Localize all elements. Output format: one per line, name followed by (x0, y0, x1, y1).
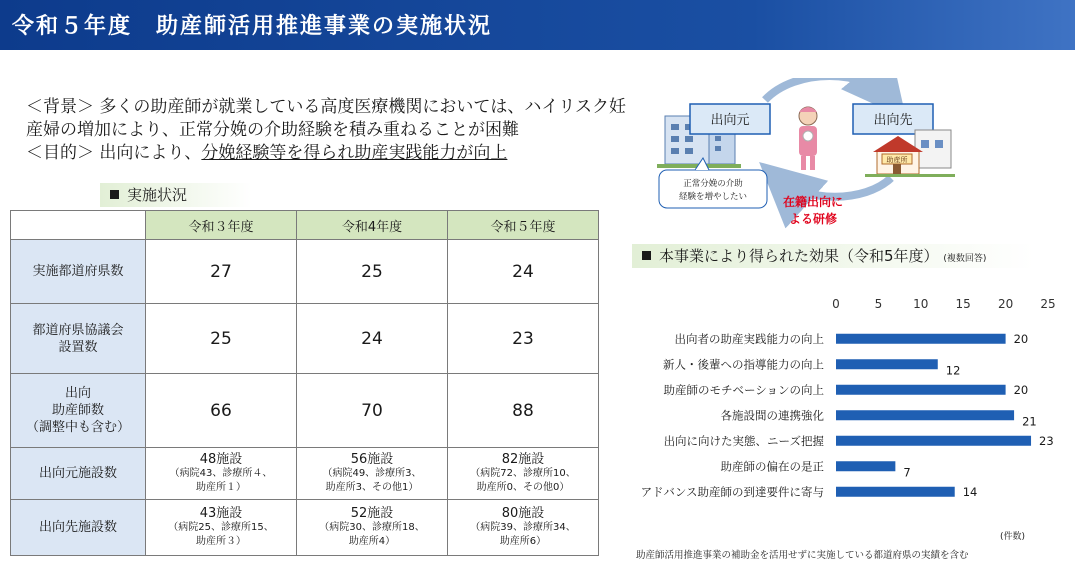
purpose-prefix: ＜目的＞ 出向により、 (26, 143, 202, 163)
facility-detail: 助産所１） (196, 481, 246, 493)
table-cell: 25 (297, 240, 448, 304)
row-header-line: 都道府県協議会 (32, 322, 124, 338)
effects-section-note: (複数回答) (943, 254, 987, 264)
dest-label: 出向先 (873, 113, 913, 128)
square-bullet-icon (642, 251, 651, 260)
bar (836, 461, 895, 471)
row-header-line: 設置数 (58, 339, 98, 355)
row-header: 出向元施設数 (11, 448, 146, 500)
bar (836, 359, 938, 369)
data-label: 23 (1039, 433, 1054, 448)
facility-detail: （病院49、診療所3、 (322, 467, 422, 479)
midwifery-clinic-sign: 助産所 (886, 156, 908, 164)
source-label: 出向元 (710, 113, 750, 128)
bar (836, 487, 955, 497)
table-cell (297, 500, 448, 556)
table-cell: 70 (297, 374, 448, 448)
table-cell (297, 448, 448, 500)
cycle-arrow-top (765, 78, 891, 100)
midwifery-clinic-icon (865, 130, 955, 177)
bars (836, 331, 1031, 497)
status-section-label (100, 183, 252, 207)
table-cell (146, 500, 297, 556)
table-cell (448, 500, 599, 556)
bubble-line-1: 正常分娩の介助 (683, 179, 743, 189)
table-row (11, 304, 599, 374)
facility-count: 43施設 (199, 505, 243, 521)
data-label: 7 (903, 465, 911, 480)
table-cell: 23 (448, 304, 599, 374)
x-axis-ticks (832, 297, 1055, 311)
row-header-line: 出向 (64, 386, 91, 401)
x-tick-label: 15 (955, 297, 971, 311)
effects-section-label (632, 244, 1034, 268)
category-label: 新人・後輩への指導能力の向上 (663, 357, 824, 372)
category-labels (641, 332, 825, 499)
row-header: 出向先施設数 (11, 500, 146, 556)
table-cell (448, 448, 599, 500)
facility-detail: （病院39、診療所34、 (470, 521, 576, 533)
category-label: アドバンス助産師の到達要件に寄与 (640, 484, 824, 499)
table-header-row (11, 211, 599, 240)
table-cell: 24 (448, 240, 599, 304)
bar (836, 436, 1031, 446)
row-header (11, 304, 146, 374)
header-bar (0, 0, 1075, 50)
x-tick-label: 25 (1040, 297, 1056, 311)
table-row (11, 240, 599, 304)
chart-unit-label: (件数) (1000, 532, 1026, 542)
category-label: 出向者の助産実践能力の向上 (674, 331, 824, 346)
table-cell: 25 (146, 304, 297, 374)
category-label: 助産師のモチベーションの向上 (663, 382, 824, 397)
speech-bubble (659, 170, 767, 208)
facility-detail: （病院30、診療所18、 (319, 521, 425, 533)
effects-bar-chart (600, 290, 1070, 530)
category-label: 各施設間の連携強化 (720, 408, 824, 423)
facility-detail: （病院25、診療所15、 (168, 521, 274, 533)
table-cell (146, 448, 297, 500)
table-corner (11, 211, 146, 240)
bar (836, 334, 1006, 344)
category-label: 出向に向けた実態、ニーズ把握 (663, 433, 824, 448)
x-tick-label: 20 (997, 297, 1014, 311)
table-cell: 27 (146, 240, 297, 304)
data-label: 21 (1022, 414, 1037, 429)
table-cell: 66 (146, 374, 297, 448)
square-bullet-icon (110, 190, 119, 199)
training-label-line-2: よる研修 (788, 212, 838, 226)
data-label: 20 (1013, 331, 1029, 346)
midwife-figure-icon (799, 107, 817, 170)
status-section-text: 実施状況 (127, 186, 188, 204)
row-header (11, 374, 146, 448)
table-row (11, 500, 599, 556)
table-row (11, 374, 599, 448)
row-header-line: 助産師数 (51, 403, 104, 418)
x-tick-label: 10 (913, 297, 929, 311)
background-line-2: 産婦の増加により、正常分娩の介助経験を積み重ねることが困難 (26, 120, 519, 140)
facility-count: 82施設 (501, 451, 545, 467)
category-label: 助産師の偏在の是正 (720, 459, 824, 474)
row-header: 実施都道府県数 (11, 240, 146, 304)
status-table (10, 210, 599, 556)
facility-count: 80施設 (501, 505, 545, 521)
page-title: 令和５年度 助産師活用推進事業の実施状況 (12, 14, 493, 39)
facility-detail: 助産所３） (196, 535, 246, 547)
facility-detail: （病院72、診療所10、 (470, 467, 576, 479)
facility-detail: 助産所6） (499, 535, 547, 547)
column-header: 令和4年度 (297, 211, 448, 240)
data-label: 14 (962, 484, 978, 499)
column-header: 令和３年度 (146, 211, 297, 240)
facility-detail: 助産所3、その他1） (325, 481, 419, 493)
purpose-line (26, 142, 507, 164)
facility-detail: （病院43、診療所４、 (169, 467, 273, 479)
x-tick-label: 5 (874, 297, 883, 311)
cycle-arrow-bottom (777, 178, 891, 197)
facility-detail: 助産所0、その他0） (476, 481, 570, 493)
purpose-underlined-text: 分娩経験等を得られ助産実践能力が向上 (201, 143, 508, 163)
bubble-line-2: 経験を増やしたい (678, 192, 748, 202)
data-label: 20 (1013, 382, 1029, 397)
x-tick-label: 0 (832, 297, 840, 311)
facility-count: 48施設 (199, 451, 243, 467)
table-cell: 24 (297, 304, 448, 374)
data-label: 12 (945, 363, 961, 378)
bar (836, 385, 1006, 395)
facility-count: 56施設 (350, 451, 394, 467)
column-header: 令和５年度 (448, 211, 599, 240)
secondment-illustration (655, 78, 1065, 248)
table-row (11, 448, 599, 500)
bar (836, 410, 1014, 420)
facility-count: 52施設 (350, 505, 394, 521)
effects-section-text: 本事業により得られた効果（令和5年度） (659, 247, 939, 265)
background-line-1: ＜背景＞ 多くの助産師が就業している高度医療機関においては、ハイリスク妊 (26, 97, 627, 117)
footnote: 助産師活用推進事業の補助金を活用せずに実施している都道府県の実績を含む (636, 550, 969, 561)
facility-detail: 助産所4） (348, 535, 396, 547)
table-cell: 88 (448, 374, 599, 448)
training-label-line-1: 在籍出向に (782, 195, 844, 209)
row-header-line: （調整中も含む） (25, 420, 130, 435)
